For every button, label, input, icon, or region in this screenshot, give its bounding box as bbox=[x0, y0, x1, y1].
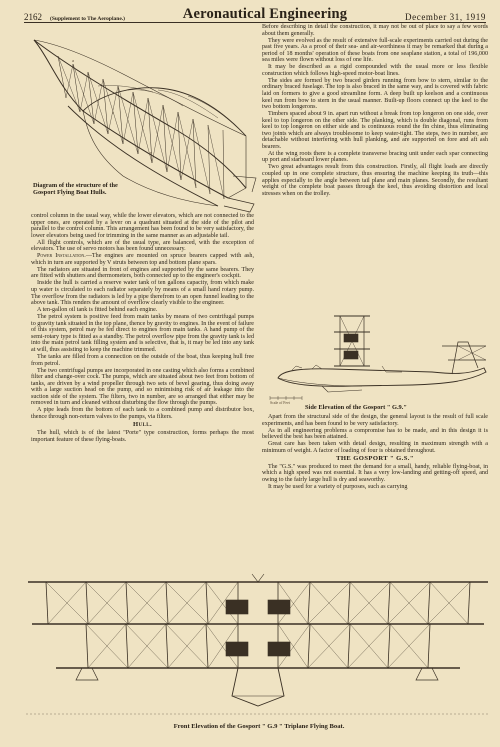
paragraph: Two great advantages result from this construction. Firstly, all flight loads are directly coupled up in one complete structure, thus ensuring the machine keeping its truth—this applies especially to the angle between tail plane and main planes. Secondly, the resultant weight of the complete boat passes through the keel, thus avoiding distortion and local stresses when on the trolley. bbox=[262, 164, 488, 197]
paragraph: The "G.S." was produced to meet the demand for a small, handy, reliable flying-boat, in which a high speed was not essential. It has a very low-landing and getting-off speed, and owing to the fairly large hull is dry and seaworthy. bbox=[262, 463, 488, 483]
paragraph: Great care has been taken with detail design, resulting in maximum strength with a minimum of weight. A factor of loading of four is obtained throughout. bbox=[262, 441, 488, 454]
paragraph: The petrol system is positive feed from main tanks by means of two centrifugal pumps to gravity tank situated in the top plane, thence by gravity to engines. In the event of failure of this system, petrol may be fed direct to engines from main tanks. A hand pump of the semi-rotary type is fitted as a standby. The petrol overflow pipe from the gravity tank is led into the main petrol tank filling system and is selective, that is, it may be led into any tank at will, thus assisting to keep the machine trimmed. bbox=[31, 314, 254, 353]
paragraph: The sides are formed by two braced girders running from bow to stern, similar to the ordinary braced fuselage. The top is also braced in the same way, and is covered with fabric laid on formers to give a good streamline form. A deep built up keelson and a continuous keel run from bow to stern in the usual manner. Built-up floors connect up the keel to the two bottom longerons. bbox=[262, 77, 488, 111]
paragraph: Inside the hull is carried a reserve water tank of ten gallons capacity, from which make up water is circulated to each radiator separately by means of a small hand rotary pump. The overflow from the radiators is led by a pipe therefrom to an open funnel leading to the above tank. This renders the amount of overflow clearly visible to the engineer. bbox=[31, 280, 254, 307]
scale-label: Scale of Feet bbox=[270, 401, 290, 405]
paragraph: It may be described as a rigid compounded with the usual more or less flexible construction which follows high-speed motor-boat lines. bbox=[262, 64, 488, 77]
paragraph: Before describing in detail the construction, it may not be out of place to say a few words about them generally. bbox=[262, 24, 488, 37]
paragraph: All flight controls, which are of the usual type, are balanced, with the exception of elevators. The use of servo motors has been found unnecessary. bbox=[31, 239, 254, 253]
paragraph: A pipe leads from the bottom of each tank to a combined pump and distributor box, thence through non-return valves to the pumps, via filters. bbox=[31, 407, 254, 420]
paragraph: They were evolved as the result of extensive full-scale experiments carried out during the past five years. As a proof of their sea- and air-worthiness it may be remarked that during a period of 18 months' operation of these boats from one seaplane station, a total of 196,000 sea miles were flown without loss of one life. bbox=[262, 37, 488, 64]
hull-heading: Hull. bbox=[132, 421, 153, 429]
paragraph: The tanks are filled from a connection on the outside of the boat, thus keeping hull free from petrol. bbox=[31, 353, 254, 367]
paragraph: control column in the usual way, while the lower elevators, which are not connected to the upper ones, are operated by a lever on a quadrant situated at the side of the pilot and parallel to the control column. This arrangement has been found to be very satisfactory, the lower elevators being used for trimming in the same manner as an adjustable tail. bbox=[31, 213, 254, 239]
paragraph: Power Installation.—The engines are mounted on spruce bearers capped with ash, which in turn are supported by V struts between top and bottom plane spars. bbox=[31, 253, 254, 266]
front-elevation-drawing bbox=[26, 572, 490, 722]
side-elevation-caption: Side Elevation of the Gosport " G.9." bbox=[305, 404, 407, 411]
paragraph: As in all engineering problems a compromise has to be made, and in this design it is believed the best has been attained. bbox=[262, 427, 488, 441]
paragraph: Apart from the structural side of the design, the general layout is the result of full scale experiments, and has been found to be very satisfactory. bbox=[262, 414, 488, 427]
paragraph: It may be used for a variety of purposes, such as carrying bbox=[268, 483, 408, 490]
right-column bbox=[262, 24, 488, 198]
magazine-title: Aeronautical Engineering bbox=[182, 6, 348, 22]
paragraph: The hull, which is of the latest "Porte" type construction, forms perhaps the most important feature of these flying-boats. bbox=[31, 430, 254, 443]
page: 2162 (Supplement to The Aeroplane.) Aeronautical Engineering December 31, 1919 a c e Diagram of the structure of the Gosport Flying Boat Hulls. control column in the usual way, while the lower elevators, which are not connected to the upper ones, are operated by a lever on a quadrant situated at the side of the pilot and parallel to the control column. This arrangement has been found to be very satisfactory, the lower elevators being used for trimming in the same manner as an adjustable tail. All flight controls, which are of the usual type, are balanced, with the exception of elevators. The use of servo motors has been found unnecessary. Power Installation.—The engines are mounted on spruce bearers capped with ash, which in turn are supported by V struts between top and bottom plane spars. The radiators are situated in front of engines and supported by the same bearers. They are fitted with shutters and thermometers, both connected up to the engineer's cockpit. Inside the hull is carried a reserve water tank of ten gallons capacity, from which make up water is circulated to each radiator separately by means of a small hand rotary pump. The overflow from the radiators is led by a pipe therefrom to an open funnel leading to the above tank. This renders the amount of overflow clearly visible to the engineer. A ten-gallon oil tank is fitted behind each engine. The petrol system is positive feed from main tanks by means of two centrifugal pumps to gravity tank situated in the top plane, thence by gravity to engines. In the event of failure of this system, petrol may be fed direct to engines from main tanks. A hand pump of the semi-rotary type is fitted as a standby. The petrol overflow pipe from the gravity tank is led into the main petrol tank filling system and is selective, that is, it may be led into any tank at will, thus assisting to keep the machine trimmed. The tanks are filled from a connection on the outside of the boat, thus keeping hull free from petrol. The two centrifugal pumps are incorporated in one casting which also forms a combined filter and change-over cock. The pumps, which are situated about two feet from bottom of tanks, are driven by a wind propeller through two sets of bevel gearing, thus doing away with a large suction head on the pump, and so minimising risk of air leakage into the suction side of the system. The filters, two in number, are so arranged that either may be removed in turn and cleaned without disturbing the flow through the pumps. A pipe leads from the bottom of each tank to a combined pump and distributor box, thence through non-return valves to the pumps, via filters. Hull. The hull, which is of the latest "Porte" type construction, forms perhaps the most important feature of these flying-boats. Before describing in detail the construction, it may not be out of place to say a few words about them generally. They were evolved as the result of extensive full-scale experiments carried out during the past five years. As a proof of their sea- and air-worthiness it may be remarked that during a period of 18 months' operation of these boats from one seaplane station, a total of 196,000 sea miles were flown without loss of one life. It may be described as a rigid compounded with the usual more or less flexible construction which follows high-speed motor-boat lines. The sides are formed by two braced girders running from bow to stern, similar to the ordinary braced fuselage. The top is also braced in the same way, and is covered with fabric laid on formers to give a good streamline form. A deep built up keelson and a continuous keel run from bow to stern in the usual manner. Built-up floors connect up the keel to the two bottom longerons. Timbers spaced about 9 in. apart run without a break from top longeron on one side, over keel to top longeron on the other side. The planking, which is double diagonal, runs from keel to top longeron on either side and is continuous round the fin chine, thus eliminating two joints which are always troublesome to keep water-tight. The steps, two in number, are detachable without interfering with hull planking, and are supported on fore and aft ash bearers. At the wing roots there is a complete transverse bracing unit under each spar connecting up port and starboard lower planes. Two great advantages result from this construction. Firstly, all flight loads are directly coupled up in one complete structure, thus ensuring the machine keeping its truth—this applies especially to the angle between tail plane and main planes. Secondly, the resultant weight of the complete boat passes through the keel, thus avoiding distortion and local stresses when on the trolley. Scale of Feet Side Elevation of the Gosport " G.9." Apart from the structural side of the design, the general layout is the result of full scale experiments, and has been found to be very satisfactory. As in all engineering problems a compromise has to be made, and in this design it is believed the best has been attained. Great care has been taken with detail design, resulting in maximum strength with a minimum of weight. A factor of loading of four is obtained throughout. THE GOSPORT " G.S." The "G.S." was produced to meet the demand for a small, handy, reliable flying-boat, in which a high speed was not essential. It has a very low-landing and getting-off speed, and owing to the fairly large hull is dry and seaworthy. It may be used for a variety of purposes, such as carrying Front Elevation of the Gosport " G.9 " Triplane Flying Boat. bbox=[0, 0, 500, 747]
right-column-lower bbox=[262, 414, 488, 491]
side-elevation-drawing bbox=[262, 312, 492, 404]
paragraph: A ten-gallon oil tank is fitted behind each engine. bbox=[37, 307, 158, 314]
issue-date: December 31, 1919 bbox=[405, 12, 486, 22]
hull-structure-caption: Diagram of the structure of the Gosport Flying Boat Hulls. bbox=[33, 182, 118, 196]
left-column bbox=[31, 213, 254, 444]
front-elevation-caption: Front Elevation of the Gosport " G.9 " Triplane Flying Boat. bbox=[173, 723, 345, 730]
paragraph: The radiators are situated in front of engines and supported by the same bearers. They are fitted with shutters and thermometers, both connected up to the engineer's cockpit. bbox=[31, 266, 254, 280]
paragraph: Timbers spaced about 9 in. apart run without a break from top longeron on one side, over keel to top longeron on the other side. The planking, which is double diagonal, runs from keel to top longeron on either side and is continuous round the fin chine, thus eliminating two joints which are always troublesome to keep water-tight. The steps, two in number, are detachable without interfering with hull planking, and are supported on fore and aft ash bearers. bbox=[262, 111, 488, 150]
gosport-gs-heading: THE GOSPORT " G.S." bbox=[336, 455, 414, 463]
supplement-note: (Supplement to The Aeroplane.) bbox=[50, 16, 125, 22]
paragraph: At the wing roots there is a complete transverse bracing unit under each spar connecting up port and starboard lower planes. bbox=[262, 150, 488, 164]
page-header bbox=[24, 6, 486, 23]
power-installation-heading: Power Installation. bbox=[37, 253, 86, 260]
page-number: 2162 bbox=[24, 12, 42, 22]
paragraph: The two centrifugal pumps are incorporated in one casting which also forms a combined filter and change-over cock. The pumps, which are situated about two feet from bottom of tanks, are driven by a wind propeller through two sets of bevel gearing, thus doing away with a large suction head on the pump, and so minimising risk of air leakage into the suction side of the system. The filters, two in number, are so arranged that either may be removed in turn and cleaned without disturbing the flow through the pumps. bbox=[31, 367, 254, 407]
